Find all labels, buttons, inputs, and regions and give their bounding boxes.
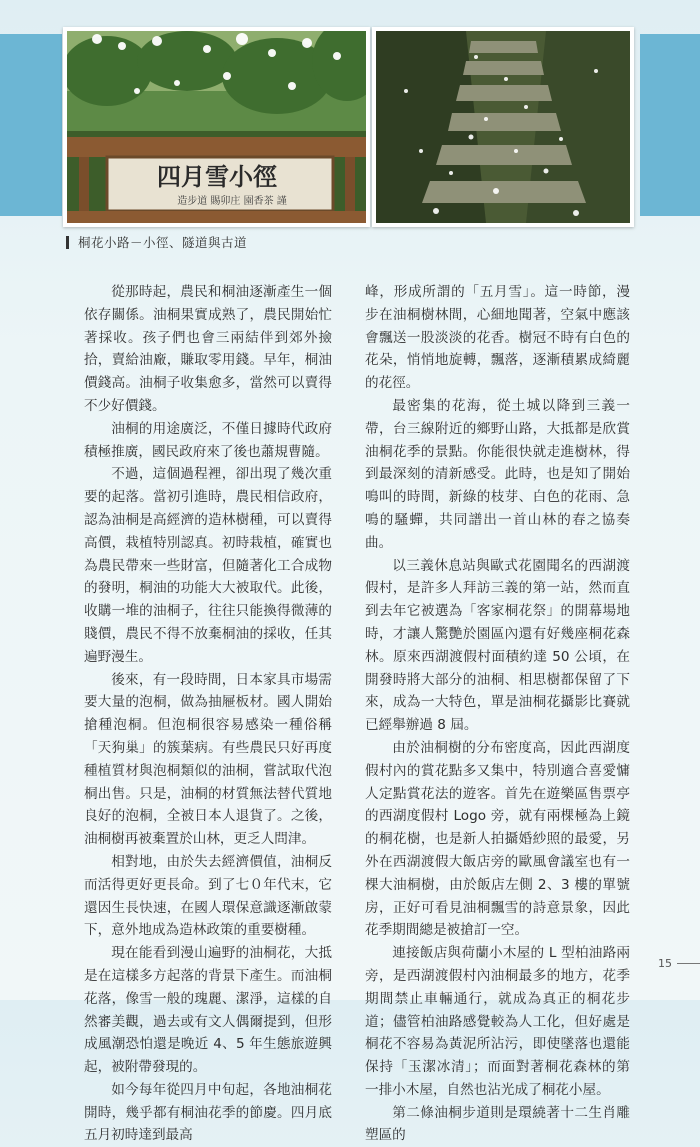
caption-text: 桐花小路－小徑、隧道與古道 xyxy=(78,235,248,250)
paragraph: 後來，有一段時間，日本家具市場需要大量的泡桐，做為抽屜板材。國人開始搶種泡桐。但泡桐很容易感染一種俗稱「天狗巢」的簇葉病。有些農民只好再度種植質材與泡桐類似的油桐，嘗試取代泡桐出售。只是，油桐的材質無法替代質地良好的泡桐，全被日本人退貨了。之後，油桐樹再被棄置於山林，更乏人問津。 xyxy=(84,671,332,848)
article-column-left xyxy=(84,281,332,1147)
paragraph: 最密集的花海，從土城以降到三義一帶，台三線附近的鄉野山路，大抵都是欣賞油桐花季的景點。你能很快就走進樹林，得到最深刻的清新感受。此時，也是知了開始鳴叫的時間，新綠的枝芽、白色的花雨、急鳴的騷蟬，共同譜出一首山林的春之協奏曲。 xyxy=(365,397,630,551)
page-number xyxy=(658,957,700,970)
paragraph: 不過，這個過程裡，卻出現了幾次重要的起落。當初引進時，農民相信政府，認為油桐是高經濟的造林樹種，可以賣得高價，栽植特別認真。初時栽植，確實也為農民帶來一些財富，但隨著化工合成物的發明，桐油的功能大大被取代。此後，收購一堆的油桐子，往往只能換得微薄的賤價，農民不得不放棄桐油的採收，任其遍野漫生。 xyxy=(84,466,332,665)
paragraph: 第二條油桐步道則是環繞著十二生肖雕塑區的 xyxy=(365,1104,630,1144)
paragraph: 由於油桐樹的分布密度高，因此西湖度假村內的賞花點多又集中，特別適合喜愛慵人定點賞花法的遊客。首先在遊樂區售票亭的西湖度假村 Logo 旁，就有兩棵極為上鏡的桐花樹，也是新人拍攝婚紗照的最愛，另外在西湖渡假大飯店旁的歐風會議室也有一棵大油桐樹，由於飯店左側 2、3 樓的單號房，正好可看見油桐飄雪的詩意景象，因此花季期間總是被搶訂一空。 xyxy=(365,739,630,939)
caption-bar xyxy=(66,236,69,249)
page-number-rule xyxy=(677,963,700,964)
decorative-band-right xyxy=(640,34,700,216)
sign-text: 四月雪小徑 xyxy=(157,162,277,191)
paragraph: 如今每年從四月中旬起，各地油桐花開時，幾乎都有桐油花季的節慶。四月底五月初時達到最高 xyxy=(84,1081,332,1144)
photo-caption xyxy=(66,233,247,251)
paragraph: 以三義休息站與歐式花園聞名的西湖渡假村，是許多人拜訪三義的第一站，然而直到去年它被選為「客家桐花祭」的開幕場地時，才讓人驚艷於園區內還有好幾座桐花森林。原來西湖渡假村面積約達 50 公頃，在開發時將大部分的油桐、相思樹都保留了下來，成為一大特色，單是油桐花攝影比賽就已經舉辦過 8 屆。 xyxy=(365,557,630,734)
decorative-band-left xyxy=(0,34,62,216)
paragraph: 從那時起，農民和桐油逐漸產生一個依存關係。油桐果實成熟了，農民開始忙著採收。孩子們也會三兩結伴到郊外撿拾，賣給油廠，賺取零用錢。早年，桐油價錢高。油桐子收集愈多，當然可以賣得不少好價錢。 xyxy=(84,284,332,414)
page-number-text: 15 xyxy=(658,957,672,970)
article-column-right xyxy=(365,281,630,1147)
paragraph: 相對地，由於失去經濟價值，油桐反而活得更好更長命。到了七０年代末，它還因生長快速，在國人環保意識逐漸啟蒙下，意外地成為造林政策的重要樹種。 xyxy=(84,853,332,939)
sign-subtext: 造步道 賜卯庄 園香茶 謹 xyxy=(177,196,287,207)
photo-ancient-stone-steps xyxy=(372,27,634,227)
paragraph: 油桐的用途廣泛，不僅日據時代政府積極推廣，國民政府來了後也蕭規曹隨。 xyxy=(84,420,332,460)
paragraph: 峰，形成所謂的「五月雪」。這一時節，漫步在油桐樹林間，心細地聞著，空氣中應該會飄送一股淡淡的花香。樹冠不時有白色的花朵，悄悄地旋轉，飄落，逐漸積累成綺麗的花徑。 xyxy=(365,284,630,392)
paragraph: 現在能看到漫山遍野的油桐花，大抵是在這樣多方起落的背景下產生。而油桐花落，像雪一般的瑰麗、潔淨，這樣的自然審美觀，過去或有文人偶爾提到，但形成風潮恐怕還是晚近 4、5 年生態旅遊興起，被附帶發現的。 xyxy=(84,945,332,1076)
paragraph: 連接飯店與荷蘭小木屋的 L 型柏油路兩旁，是西湖渡假村內油桐最多的地方，花季期間禁止車輛通行，就成為真正的桐花步道；儘管柏油路感覺較為人工化，但好處是桐花不容易為黃泥所沾污，即使墜落也還能保持「玉潔冰清」；而面對著桐花森林的第一排小木屋，自然也沾光成了桐花小屋。 xyxy=(365,945,630,1098)
photo-tung-blossom-trail-sign xyxy=(63,27,370,227)
